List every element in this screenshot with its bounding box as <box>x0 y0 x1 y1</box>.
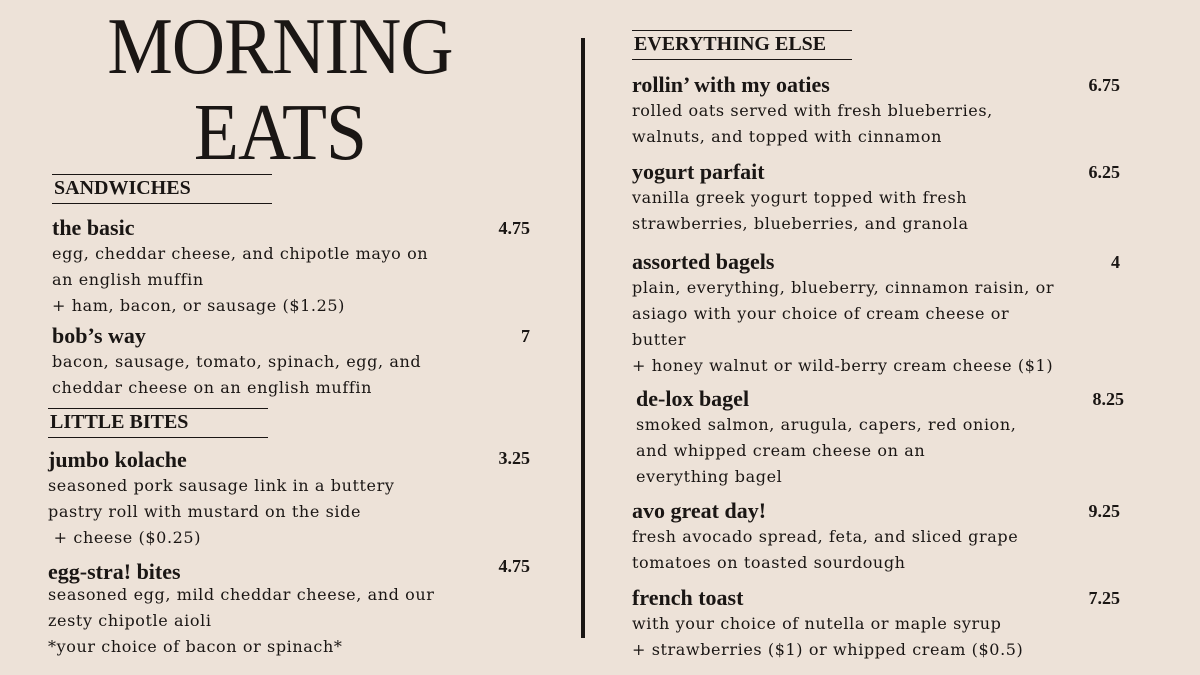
item-description <box>48 473 532 551</box>
menu-item-assorted-bagels <box>632 249 1122 379</box>
item-description-line: + strawberries ($1) or whipped cream ($0.5) <box>632 640 1024 659</box>
item-description-line: rolled oats served with fresh blueberries, <box>632 101 993 120</box>
item-description <box>632 98 1122 150</box>
item-description-line: seasoned pork sausage link in a buttery <box>48 476 395 495</box>
item-description-line: zesty chipotle aioli <box>48 611 212 630</box>
item-description <box>632 524 1122 576</box>
item-description <box>632 611 1122 663</box>
item-description-line: vanilla greek yogurt topped with fresh <box>632 188 968 207</box>
item-description-line: + honey walnut or wild-berry cream cheese ($1) <box>632 356 1054 375</box>
item-description-line: bacon, sausage, tomato, spinach, egg, and <box>52 352 422 371</box>
item-price: 3.25 <box>498 448 530 468</box>
item-description <box>48 582 532 660</box>
section-heading-sandwiches: SANDWICHES <box>52 174 272 204</box>
menu-item-de-lox-bagel <box>636 386 1126 490</box>
item-description-line: smoked salmon, arugula, capers, red onion, <box>636 415 1017 434</box>
item-name: the basic <box>52 215 135 240</box>
item-description-line: pastry roll with mustard on the side <box>48 502 362 521</box>
item-price: 8.25 <box>1092 389 1124 409</box>
item-price: 4.75 <box>498 218 530 238</box>
item-name: avo great day! <box>632 498 767 523</box>
menu-item-avo-great-day <box>632 498 1122 576</box>
item-name: assorted bagels <box>632 249 775 274</box>
menu-item-the-basic <box>52 215 532 319</box>
item-name: rollin’ with my oaties <box>632 72 830 97</box>
item-description-line: + ham, bacon, or sausage ($1.25) <box>52 296 345 315</box>
item-description-line: tomatoes on toasted sourdough <box>632 553 906 572</box>
item-price: 6.25 <box>1088 162 1120 182</box>
item-description-line: and whipped cream cheese on an <box>636 441 926 460</box>
item-description <box>636 412 1126 490</box>
item-price: 7.25 <box>1088 588 1120 608</box>
section-heading-little-bites: LITTLE BITES <box>48 408 268 438</box>
item-price: 6.75 <box>1088 75 1120 95</box>
menu-title <box>78 4 483 176</box>
item-description <box>632 185 1122 237</box>
item-description-line: butter <box>632 330 687 349</box>
item-description <box>52 241 532 319</box>
item-price: 9.25 <box>1088 501 1120 521</box>
menu-item-bobs-way <box>52 323 532 401</box>
item-description-line: seasoned egg, mild cheddar cheese, and our <box>48 585 435 604</box>
item-description-line: an english muffin <box>52 270 204 289</box>
item-description <box>52 349 532 401</box>
item-name: de-lox bagel <box>636 386 750 411</box>
menu-item-egg-stra-bites <box>48 556 532 660</box>
item-price: 4.75 <box>498 556 530 576</box>
menu-item-jumbo-kolache <box>48 447 532 551</box>
item-description-line: walnuts, and topped with cinnamon <box>632 127 943 146</box>
menu-title-line-2: EATS <box>193 89 367 177</box>
menu-item-french-toast <box>632 585 1122 663</box>
item-description-line: strawberries, blueberries, and granola <box>632 214 969 233</box>
item-name: french toast <box>632 585 744 610</box>
item-description-line: with your choice of nutella or maple syrup <box>632 614 1002 633</box>
item-description-line: everything bagel <box>636 467 783 486</box>
item-description-line: asiago with your choice of cream cheese or <box>632 304 1010 323</box>
item-description-line: *your choice of bacon or spinach* <box>48 637 343 656</box>
item-name: egg-stra! bites <box>48 559 181 584</box>
menu-item-yogurt-parfait <box>632 159 1122 237</box>
item-price: 4 <box>1111 252 1120 272</box>
item-description-line: + cheese ($0.25) <box>48 528 202 547</box>
item-description-line: cheddar cheese on an english muffin <box>52 378 373 397</box>
item-name: bob’s way <box>52 323 146 348</box>
item-description-line: plain, everything, blueberry, cinnamon raisin, or <box>632 278 1055 297</box>
item-name: jumbo kolache <box>48 447 187 472</box>
menu-title-line-1: MORNING <box>107 3 453 91</box>
item-description-line: egg, cheddar cheese, and chipotle mayo on <box>52 244 429 263</box>
item-name: yogurt parfait <box>632 159 765 184</box>
menu-item-rollin-with-my-oaties <box>632 72 1122 150</box>
item-description-line: fresh avocado spread, feta, and sliced grape <box>632 527 1019 546</box>
item-price: 7 <box>521 326 530 346</box>
column-divider <box>581 38 585 638</box>
item-description <box>632 275 1122 379</box>
section-heading-everything-else: EVERYTHING ELSE <box>632 30 852 60</box>
